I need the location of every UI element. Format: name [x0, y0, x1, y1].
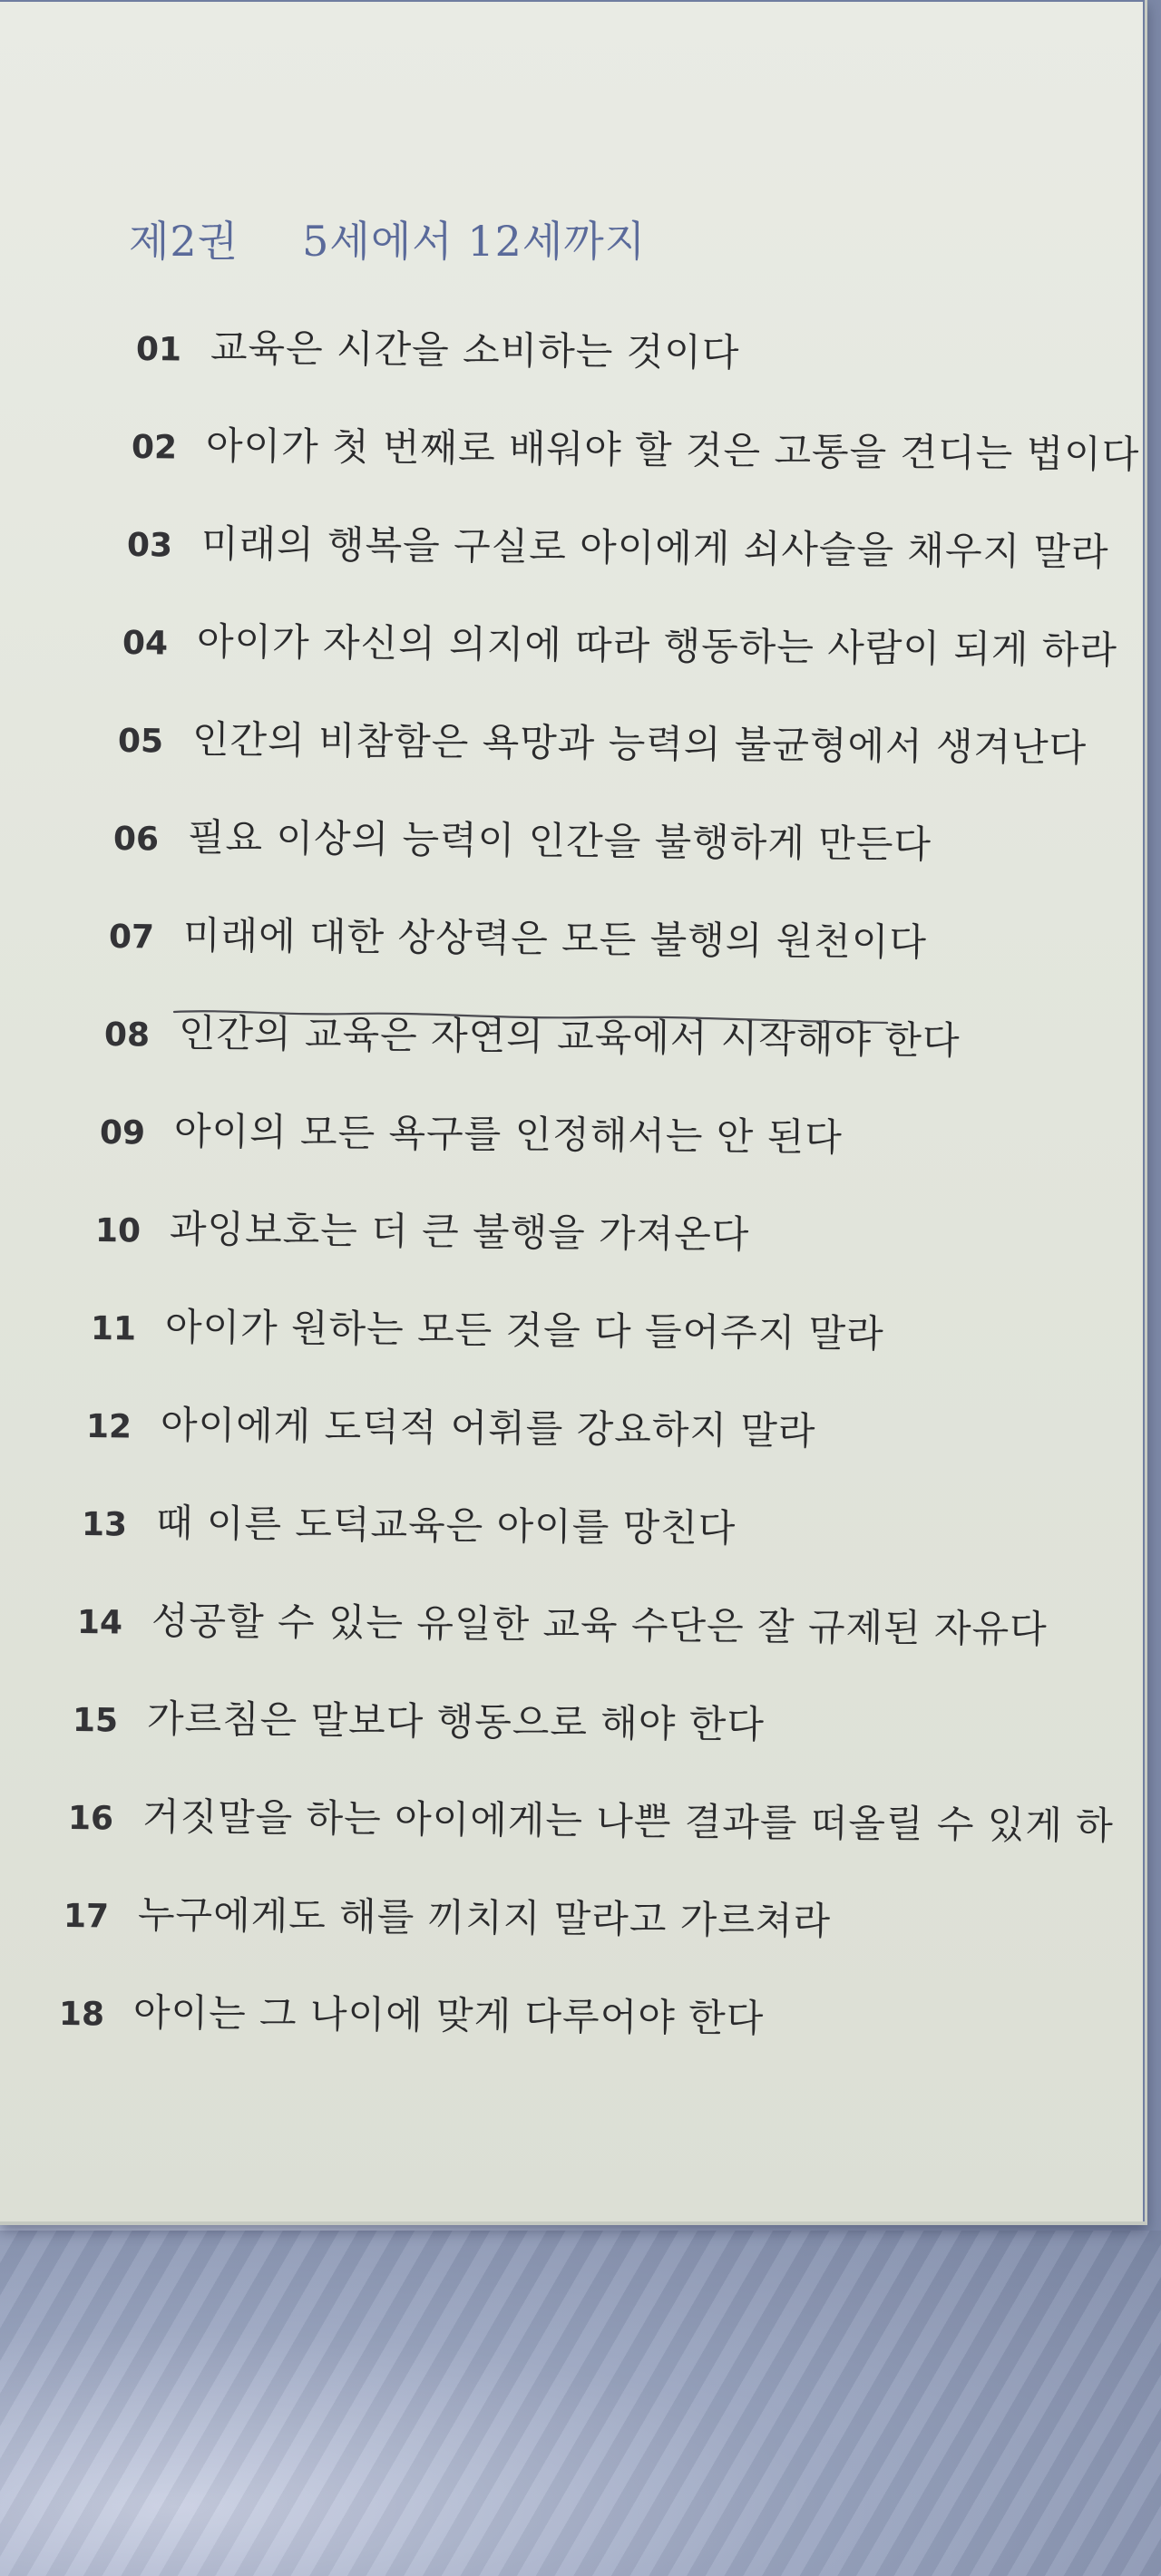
toc-entry-number: 17: [63, 1898, 110, 1936]
toc-entry: [100, 1101, 843, 1162]
toc-entry-title: 거짓말을 하는 아이에게는 나쁜 결과를 떠올릴 수 있게 하: [141, 1793, 1115, 1849]
toc-entry: [86, 1395, 816, 1456]
toc-entry-title: 가르침은 말보다 행동으로 해야 한다: [146, 1696, 766, 1747]
toc-entry: [118, 709, 1088, 773]
toc-entry-number: 14: [76, 1604, 123, 1642]
toc-entry: [91, 1297, 884, 1358]
toc-entry: [113, 807, 932, 870]
toc-entry-title: 아이에게 도덕적 어휘를 강요하지 말라: [160, 1402, 816, 1453]
toc-entry-number: 09: [99, 1114, 146, 1152]
toc-entry-title: 아이가 원하는 모든 것을 다 들어주지 말라: [164, 1304, 885, 1356]
toc-entry-number: 03: [126, 527, 173, 565]
toc-entry-title: 성공할 수 있는 유일한 교육 수단은 잘 규제된 자유다: [151, 1598, 1048, 1652]
toc-entry-number: 15: [72, 1702, 119, 1740]
volume-label: 제2권: [129, 217, 239, 266]
toc-entry: [136, 317, 740, 377]
toc-entry-number: 07: [108, 919, 155, 957]
toc-entry-title: 필요 이상의 능력이 인간을 불행하게 만든다: [187, 814, 932, 867]
toc-entry-title: 아이가 첫 번째로 배워야 할 것은 고통을 견디는 법이다: [205, 423, 1140, 477]
toc-entry: [63, 1884, 832, 1946]
toc-entry-number: 02: [131, 429, 178, 467]
fabric-background: [0, 2231, 1161, 2576]
pencil-underline: [172, 1006, 889, 1026]
toc-entry: [132, 415, 1140, 480]
toc-entry-title: 아이가 자신의 의지에 따라 행동하는 사람이 되게 하라: [196, 618, 1118, 673]
toc-entry-title: 때 이른 도덕교육은 아이를 망친다: [155, 1500, 737, 1550]
age-range-label: 5세에서 12세까지: [302, 217, 647, 266]
toc-entry: [127, 513, 1109, 577]
toc-entry-number: 04: [122, 625, 169, 663]
toc-entry-number: 05: [117, 723, 164, 761]
toc-entry: [77, 1590, 1048, 1654]
toc-entry: [122, 611, 1118, 676]
toc-entry-number: 06: [112, 821, 160, 859]
toc-entry-number: 11: [90, 1310, 137, 1348]
toc-entry-title: 교육은 시간을 소비하는 것이다: [210, 325, 740, 375]
toc-entry: [59, 1982, 765, 2043]
toc-entry-title: 미래의 행복을 구실로 아이에게 쇠사슬을 채우지 말라: [200, 520, 1109, 575]
toc-entry-title: 누구에게도 해를 끼치지 말라고 가르쳐라: [137, 1891, 832, 1944]
toc-entry-title: 미래에 대한 상상력은 모든 불행의 원천이다: [182, 912, 928, 965]
toc-entry: [73, 1688, 766, 1749]
toc-entry-title: 과잉보호는 더 큰 불행을 가져온다: [169, 1206, 750, 1257]
toc-entry: [109, 905, 928, 967]
toc-entry-number: 10: [94, 1212, 141, 1250]
toc-entry-number: 08: [103, 1016, 151, 1055]
toc-entry: [68, 1786, 1114, 1851]
toc-entry-title: 인간의 비참함은 욕망과 능력의 불균형에서 생겨난다: [191, 716, 1088, 771]
toc-entry: [95, 1199, 750, 1259]
toc-entry-title: 인간의 교육은 자연의 교육에서 시작해야 한다: [178, 1010, 961, 1064]
toc-entry-title: 아이는 그 나이에 맞게 다루어야 한다: [132, 1989, 765, 2041]
toc-entry-number: 18: [58, 1996, 105, 2034]
toc-entry-number: 16: [67, 1800, 114, 1838]
toc-entry-number: 01: [135, 331, 182, 369]
toc-entry: [82, 1492, 737, 1553]
toc-entry-number: 13: [81, 1506, 128, 1544]
toc-entry-title: 아이의 모든 욕구를 인정해서는 안 된다: [173, 1108, 844, 1160]
toc-entry-number: 12: [85, 1408, 132, 1446]
